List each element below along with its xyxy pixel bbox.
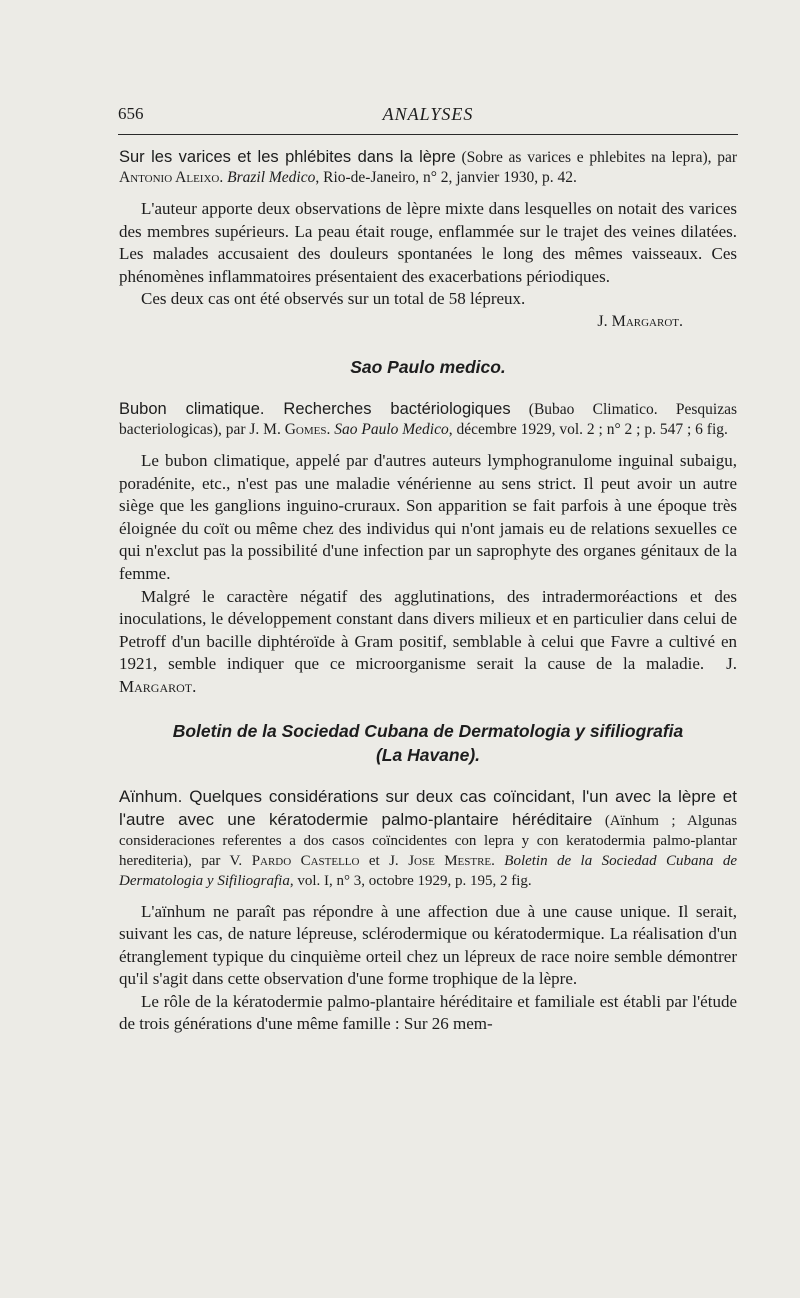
signature: J. Margarot. (597, 312, 683, 330)
article-title: Aïnhum. Quelques considérations sur deux cas coïncidant, l'un avec la lèpre et l'autre avec une kératodermie palmo-plantaire héréditaire (119, 786, 737, 829)
journal-name: Sao Paulo Medico (334, 420, 449, 438)
original-title: (Bubao Climatico. Pesquizas bacteriologicas) (119, 400, 737, 438)
journal-name: Boletin de la Sociedad Cubana de Dermatologia y Sifiliografia (119, 852, 737, 889)
author-name: Antonio Aleixo (119, 169, 220, 186)
paragraph: Le bubon climatique, appelé par d'autres auteurs lymphogranulome inguinal subaigu, poradénite, etc., n'est pas une maladie vénérienne au sens strict. Il peut avoir un autre siège que les ganglions inguino-cruraux. Son apparition se fait parfois à une époque très éloignée du coït ou même chez des individus qui n'ont jamais eu de relations sexuelles ce qui n'exclut pas la possibilité d'une infection par un saprophyte des organes génitaux de la femme. (119, 450, 737, 583)
paragraph: Le rôle de la kératodermie palmo-plantaire héréditaire et familiale est établi par l'étude de trois générations d'une même famille : Sur 26 mem- (119, 991, 737, 1034)
page-header (118, 104, 738, 130)
citation-details: , vol. I, n° 3, octobre 1929, p. 195, 2 fig. (289, 872, 532, 889)
citation-details: , Rio-de-Janeiro, n° 2, janvier 1930, p. 42. (315, 169, 577, 186)
running-title: ANALYSES (382, 104, 474, 124)
citation-details: , décembre 1929, vol. 2 ; n° 2 ; p. 547 ; 6 fig. (448, 420, 728, 438)
journal-name: Brazil Medico (227, 169, 316, 186)
section-title: Boletin de la Sociedad Cubana de Dermatologia y sifiliografia (172, 720, 684, 741)
original-title: (Sobre as varices e phlebites na lepra) (461, 149, 708, 166)
article-reference: Aïnhum. Quelques considérations sur deux cas coïncidant, l'un avec la lèpre et l'autre avec une kératodermie palmo-plantaire héréditaire (Aïnhum ; Algunas consideraciones referentes a dos casos coïncidentes con lepra y con keratodermia palmo-plantar herediteria), par V. Pardo Castello et J. Jose Mestre. Boletin de la Sociedad Cubana de Dermatologia y Sifiliografia, vol. I, n° 3, octobre 1929, p. 195, 2 fig. (119, 786, 737, 889)
page-content (119, 147, 737, 1036)
signature: J. Margarot. (119, 654, 737, 696)
header-rule (118, 134, 738, 135)
paragraph: Malgré le caractère négatif des agglutinations, des intradermoréactions et des inoculations, le développement constant dans divers milieux et en particulier dans celui de Petroff d'un bacille diphtéroïde à Gram positif, semblable à celui que Favre a cultivé en 1921, semble indiquer que ce microorganisme serait la cause de la maladie. J. Margarot. (119, 586, 737, 696)
author-name: Jose Mestre (408, 852, 492, 869)
article-title: Bubon climatique. Recherches bactériologiques (119, 399, 511, 418)
article-title: Sur les varices et les phlébites dans la lèpre (119, 148, 456, 166)
author-name: Pardo Castello (251, 852, 360, 869)
paragraph: L'aïnhum ne paraît pas répondre à une affection due à une cause unique. Il serait, suivant les cas, de nature lépreuse, sclérodermique ou kératodermique. La réalisation d'un étranglement typique du cinquième orteil chez un lépreux de race noire semble démontrer qu'il s'agit dans cette observation d'une forme trophique de la lèpre. (119, 901, 737, 989)
section-subtitle: (La Havane). (375, 744, 481, 765)
page-number: 656 (118, 104, 144, 123)
paragraph: L'auteur apporte deux observations de lèpre mixte dans lesquelles on notait des varices des membres supérieurs. La peau était rouge, enflammée sur le trajet des veines dilatées. Les malades accusaient des douleurs spontanées le long des mêmes vaisseaux. Ces phénomènes inflammatoires présentaient des exacerbations périodiques. (119, 199, 737, 286)
section-heading (119, 719, 737, 767)
author-name: Gomes (284, 420, 327, 438)
paragraph: Ces deux cas ont été observés sur un total de 58 lépreux. (141, 289, 526, 309)
article-reference: Bubon climatique. Recherches bactériologiques (Bubao Climatico. Pesquizas bacteriologicas), par J. M. Gomes. Sao Paulo Medico, décembre 1929, vol. 2 ; n° 2 ; p. 547 ; 6 fig. (119, 399, 737, 438)
original-title: (Aïnhum ; Algunas consideraciones referentes a dos casos coïncidentes con lepra y con keratodermia palmo-plantar herediteria), par V. (119, 812, 737, 869)
section-heading: Sao Paulo medico. (350, 356, 506, 377)
article-reference: Sur les varices et les phlébites dans la lèpre (Sobre as varices e phlebites na lepra), par Antonio Aleixo. Brazil Medico, Rio-de-Janeiro, n° 2, janvier 1930, p. 42. (119, 148, 738, 186)
